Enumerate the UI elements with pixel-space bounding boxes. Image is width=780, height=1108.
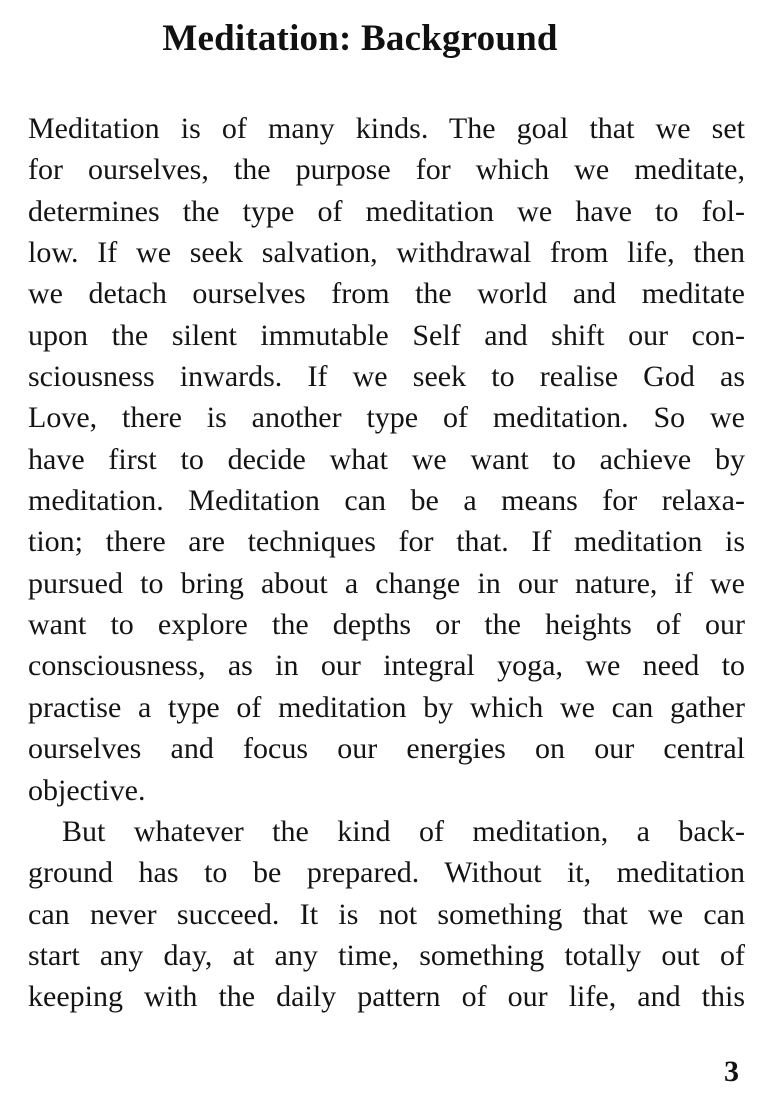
text-line: meditation. Meditation can be a means for relaxa-: [28, 484, 745, 518]
text-line: we detach ourselves from the world and meditate: [28, 277, 745, 311]
text-line: pursued to bring about a change in our nature, if we: [28, 566, 745, 600]
text-line: have first to decide what we want to achieve by: [28, 442, 745, 476]
text-line: Love, there is another type of meditation. So we: [28, 401, 745, 435]
body-text: [28, 108, 745, 1018]
text-line: can never succeed. It is not something that we can: [28, 897, 745, 931]
text-line: objective.: [28, 773, 146, 807]
paragraph-1: [28, 108, 745, 811]
text-line: Meditation is of many kinds. The goal that we set: [28, 112, 745, 145]
text-line: upon the silent immutable Self and shift our con-: [28, 318, 745, 352]
text-line: start any day, at any time, something totally out of: [28, 938, 745, 972]
paragraph-2: [28, 811, 745, 1018]
text-line: But whatever the kind of meditation, a back-: [62, 814, 745, 848]
text-line: low. If we seek salvation, withdrawal from life, then: [28, 236, 745, 270]
text-line: sciousness inwards. If we seek to realise God as: [28, 360, 745, 394]
text-line: determines the type of meditation we have to fol-: [28, 194, 745, 228]
page-title: Meditation: Background: [162, 18, 558, 59]
text-line: consciousness, as in our integral yoga, we need to: [28, 649, 745, 683]
page-number: 3: [724, 1055, 739, 1088]
text-line: keeping with the daily pattern of our life, and this: [28, 980, 745, 1014]
text-line: ground has to be prepared. Without it, meditation: [28, 856, 745, 890]
text-line: ourselves and focus our energies on our central: [28, 732, 745, 766]
text-line: want to explore the depths or the heights of our: [28, 608, 745, 642]
text-line: practise a type of meditation by which we can gather: [28, 690, 745, 724]
text-line: for ourselves, the purpose for which we meditate,: [28, 153, 745, 187]
text-line: tion; there are techniques for that. If meditation is: [28, 525, 745, 559]
